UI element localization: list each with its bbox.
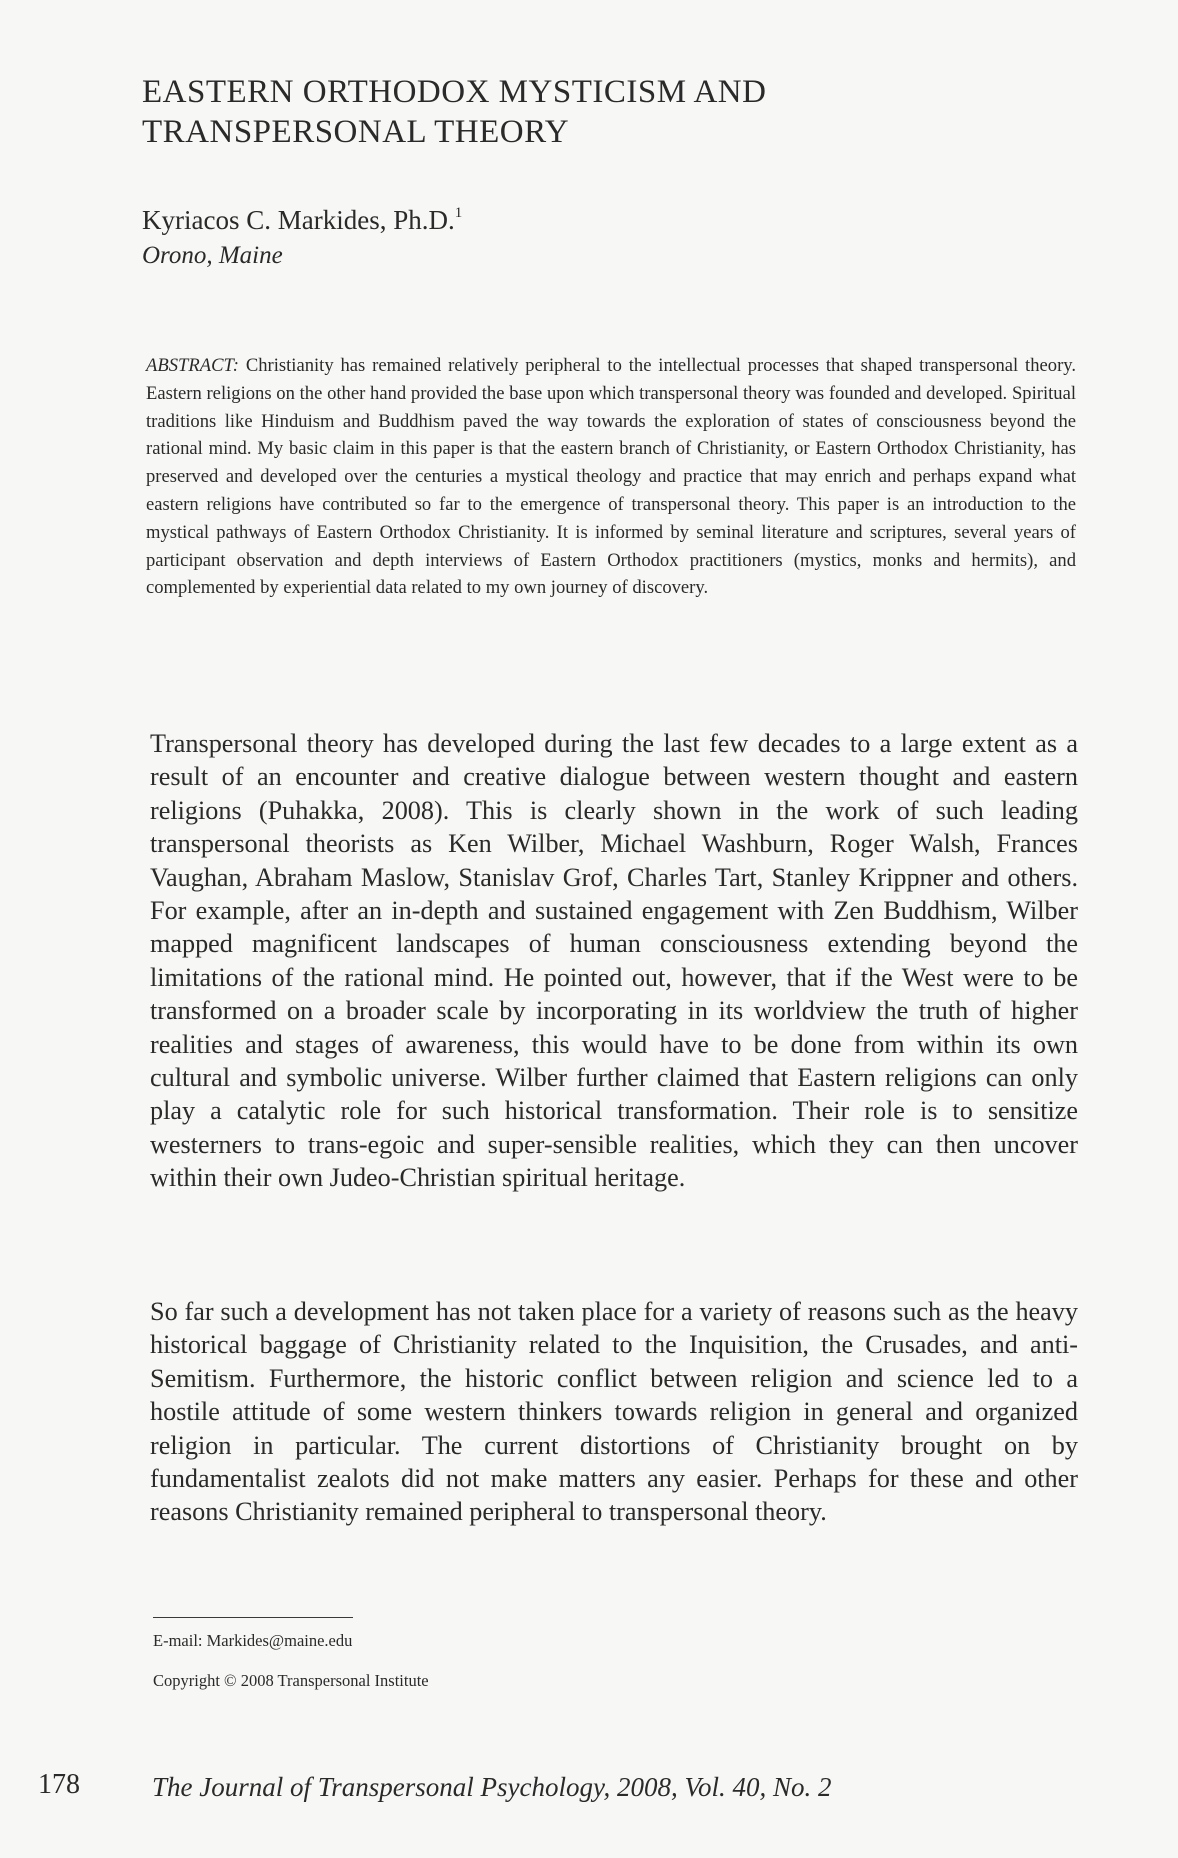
footnote-copyright: Copyright © 2008 Transpersonal Institute: [153, 1671, 429, 1690]
author-footnote-mark: 1: [454, 205, 463, 221]
footnote-divider: [153, 1617, 353, 1618]
article-title: EASTERN ORTHODOX MYSTICISM AND TRANSPERSONAL THEORY: [142, 74, 767, 150]
journal-citation-footer: The Journal of Transpersonal Psychology, 2008, Vol. 40, No. 2: [152, 1772, 832, 1802]
body-paragraph: Transpersonal theory has developed during the last few decades to a large extent as a result of an encounter and creative dialogue between western thought and eastern religions (Puhakka, 2008). This is clearly shown in the work of such leading transpersonal theorists as Ken Wilber, Michael Washburn, Roger Walsh, Frances Vaughan, Abraham Maslow, Stanislav Grof, Charles Tart, Stanley Krippner and others. For example, after an in-depth and sustained engagement with Zen Buddhism, Wilber mapped magnificent landscapes of human consciousness extending beyond the limitations of the rational mind. He pointed out, however, that if the West were to be transformed on a broader scale by incorporating in its worldview the truth of higher realities and stages of awareness, this would have to be done from within its own cultural and symbolic universe. Wilber further claimed that Eastern religions can only play a catalytic role for such historical transformation. Their role is to sensitize westerners to trans-egoic and super-sensible realities, which they can then uncover within their own Judeo-Christian spiritual heritage.: [150, 729, 1078, 1193]
author-line: [142, 203, 462, 237]
footnote-email: E-mail: Markides@maine.edu: [153, 1631, 353, 1650]
abstract: [146, 352, 1076, 602]
abstract-label: ABSTRACT:: [146, 355, 239, 376]
page-number: 178: [38, 1769, 80, 1800]
abstract-text: Christianity has remained relatively peripheral to the intellectual processes that shaped transpersonal theory. Eastern religions on the other hand provided the base upon which transpersonal theory was founded and developed. Spiritual traditions like Hinduism and Buddhism paved the way towards the exploration of states of consciousness beyond the rational mind. My basic claim in this paper is that the eastern branch of Christianity, or Eastern Orthodox Christianity, has preserved and developed over the centuries a mystical theology and practice that may enrich and perhaps expand what eastern religions have contributed so far to the emergence of transpersonal theory. This paper is an introduction to the mystical pathways of Eastern Orthodox Christianity. It is informed by seminal literature and scriptures, several years of participant observation and depth interviews of Eastern Orthodox practitioners (mystics, monks and hermits), and complemented by experiential data related to my own journey of discovery.: [146, 355, 1077, 599]
author-name: Kyriacos C. Markides, Ph.D.: [142, 205, 455, 235]
body-paragraph: So far such a development has not taken place for a variety of reasons such as the heavy historical baggage of Christianity related to the Inquisition, the Crusades, and anti-Semitism. Furthermore, the historic conflict between religion and science led to a hostile attitude of some western thinkers towards religion in general and organized religion in particular. The current distortions of Christianity brought on by fundamentalist zealots did not make matters any easier. Perhaps for these and other reasons Christianity remained peripheral to transpersonal theory.: [150, 1297, 1078, 1527]
author-affiliation: Orono, Maine: [142, 242, 283, 269]
